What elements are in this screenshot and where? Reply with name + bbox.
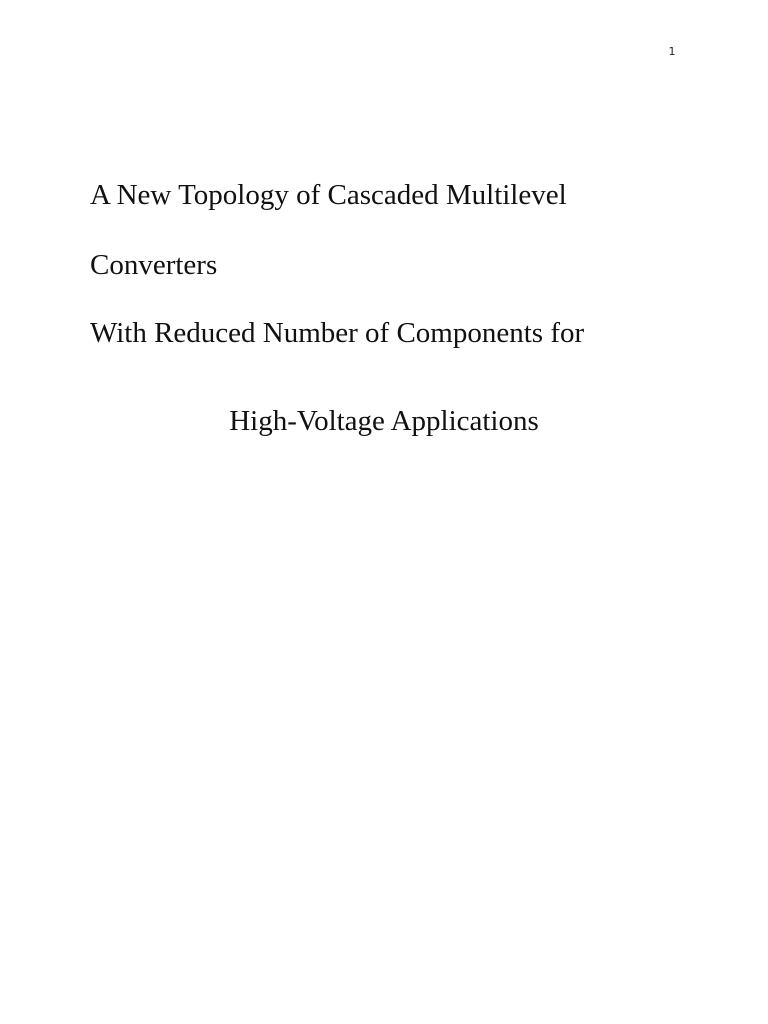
title-line-4-text: High-Voltage Applications [229,405,539,437]
title-line-4 [0,403,768,439]
title-line-3: With Reduced Number of Components for [90,317,585,349]
title-line-1: A New Topology of Cascaded Multilevel [90,179,567,211]
page-number: 1 [668,45,676,58]
title-line-2: Converters [90,249,218,281]
